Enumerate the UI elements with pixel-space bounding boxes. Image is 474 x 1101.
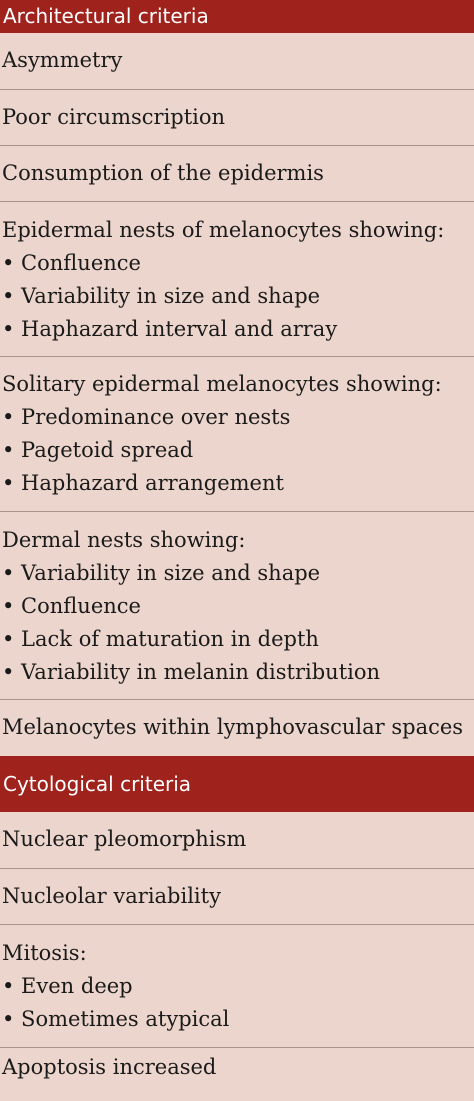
- table-row: [0, 201, 474, 356]
- table-row: [0, 1047, 474, 1087]
- table-row: [0, 699, 474, 756]
- table-row: [0, 511, 474, 699]
- cell-text: • Predominance over nests: [2, 405, 291, 429]
- cell-text: Consumption of the epidermis: [2, 161, 324, 185]
- cell-text: Epidermal nests of melanocytes showing:: [2, 218, 445, 242]
- cell-text: • Variability in melanin distribution: [2, 660, 381, 684]
- cell-text: Dermal nests showing:: [2, 528, 246, 552]
- cell-text: Solitary epidermal melanocytes showing:: [2, 372, 442, 396]
- table-row: [0, 868, 474, 924]
- cell-text: • Sometimes atypical: [2, 1007, 230, 1031]
- table-row: [0, 812, 474, 868]
- cell-text: • Variability in size and shape: [2, 284, 321, 308]
- section-header-cytological: Cytological criteria: [0, 756, 474, 812]
- cell-text: • Even deep: [2, 974, 133, 998]
- table-row: [0, 145, 474, 201]
- cell-text: • Confluence: [2, 251, 141, 275]
- cell-text: • Confluence: [2, 594, 141, 618]
- table-row: [0, 356, 474, 511]
- cell-text: Nuclear pleomorphism: [2, 827, 247, 851]
- cell-text: • Variability in size and shape: [2, 561, 321, 585]
- cell-text: Apoptosis increased: [2, 1055, 217, 1079]
- cell-text: • Haphazard arrangement: [2, 471, 284, 495]
- cell-text: Nucleolar variability: [2, 884, 221, 908]
- cell-text: • Pagetoid spread: [2, 438, 194, 462]
- table-row: [0, 89, 474, 145]
- cell-text: Poor circumscription: [2, 105, 226, 129]
- cell-text: • Haphazard interval and array: [2, 317, 338, 341]
- section-header-architectural: Architectural criteria: [0, 0, 474, 33]
- table-row: [0, 33, 474, 89]
- cell-text: • Lack of maturation in depth: [2, 627, 319, 651]
- cell-text: Mitosis:: [2, 941, 87, 965]
- cell-text: Melanocytes within lymphovascular spaces: [2, 715, 464, 739]
- table-row: [0, 924, 474, 1047]
- cell-text: Asymmetry: [2, 48, 123, 72]
